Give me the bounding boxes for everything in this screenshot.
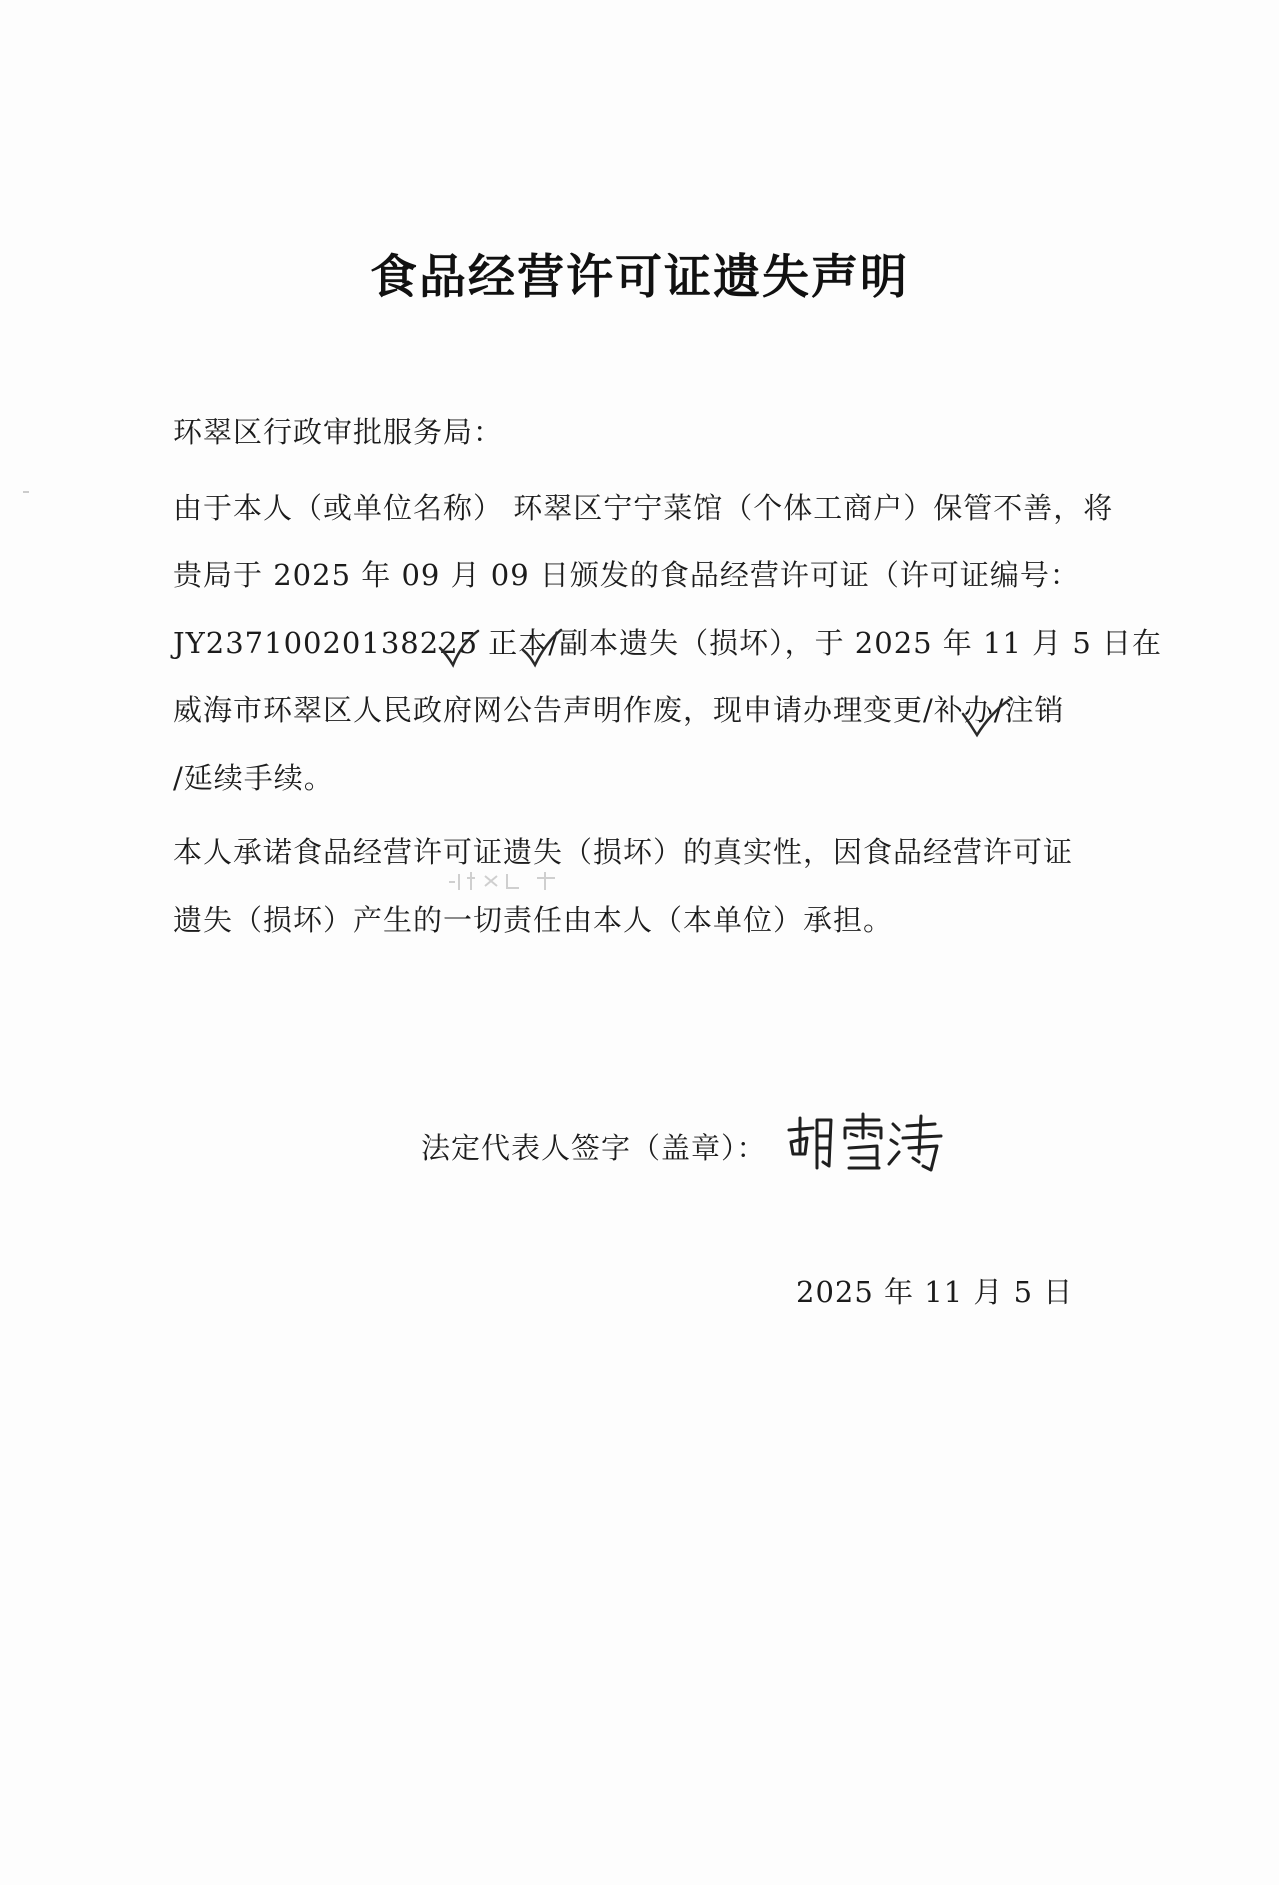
- body-line-7: 遗失（损坏）产生的一切责任由本人（本单位）承担。: [173, 903, 894, 937]
- body-line-6: 本人承诺食品经营许可证遗失（损坏）的真实性，因食品经营许可证: [173, 835, 1074, 869]
- scan-speck: [23, 491, 29, 493]
- addressee: 环翠区行政审批服务局：: [173, 415, 504, 449]
- body-line-5: /延续手续。: [173, 761, 334, 795]
- body-line-2: 贵局于 2025 年 09 月 09 日颁发的食品经营许可证（许可证编号：: [173, 558, 1080, 592]
- handwritten-signature: [785, 1108, 945, 1178]
- body-line-1: 由于本人（或单位名称） 环翠区宁宁菜馆（个体工商户）保管不善，将: [173, 491, 1114, 525]
- body-line-4: 威海市环翠区人民政府网公告声明作废，现申请办理变更/补办/注销: [173, 693, 1065, 727]
- faint-stamp-mark: [445, 868, 595, 894]
- document-title: 食品经营许可证遗失声明: [370, 250, 909, 305]
- body-line-3: JY23710020138225 正本/副本遗失（损坏），于 2025 年 11 月 5 日在: [173, 626, 1163, 660]
- document-date: 2025 年 11 月 5 日: [796, 1275, 1074, 1309]
- signature-label: 法定代表人签字（盖章）：: [421, 1131, 767, 1165]
